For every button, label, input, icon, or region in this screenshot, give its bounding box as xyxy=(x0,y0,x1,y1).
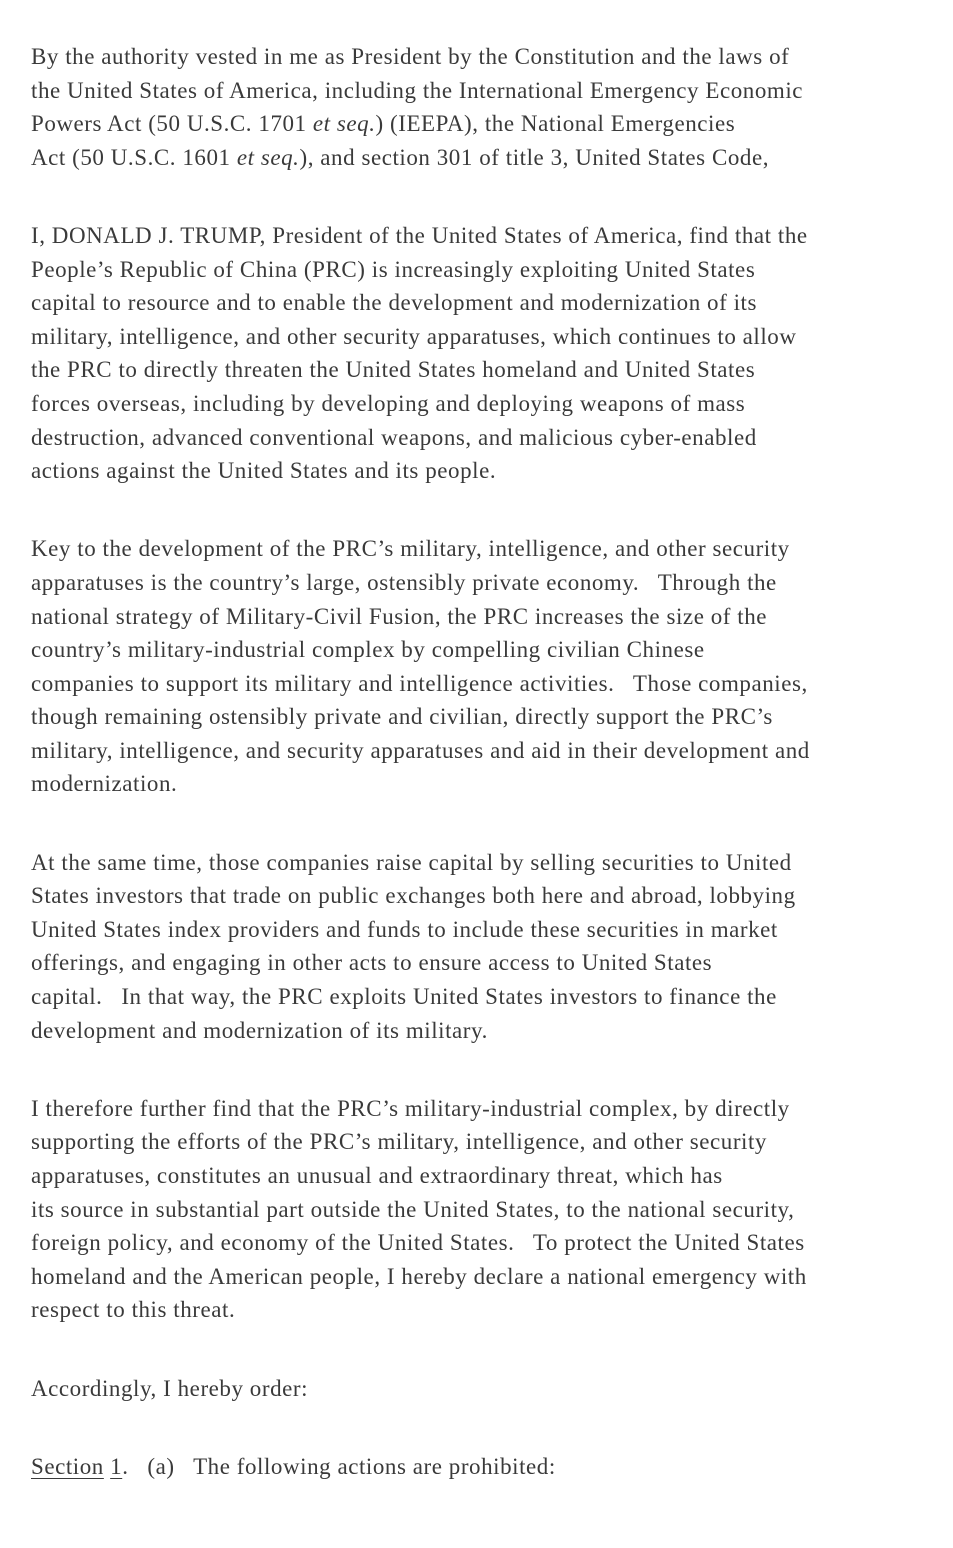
text-line: its source in substantial part outside the United States, to the national security, xyxy=(31,1196,795,1222)
text-line: the PRC to directly threaten the United States homeland and United States xyxy=(31,357,756,383)
text-line: capital. In that way, the PRC exploits United States investors to finance the xyxy=(31,984,777,1010)
text-line: though remaining ostensibly private and civilian, directly support the PRC’s xyxy=(31,704,773,730)
text-line: capital to resource and to enable the development and modernization of its xyxy=(31,290,757,316)
text-line: country’s military-industrial complex by compelling civilian Chinese xyxy=(31,637,705,663)
text-line: Accordingly, I hereby order: xyxy=(31,1375,309,1401)
text-line: companies to support its military and intelligence activities. Those companies, xyxy=(31,670,808,696)
text-line: I therefore further find that the PRC’s military-industrial complex, by directly xyxy=(31,1095,790,1121)
text-line: forces overseas, including by developing and deploying weapons of mass xyxy=(31,390,746,416)
text-segment: Powers Act (50 U.S.C. 1701 xyxy=(31,111,313,137)
order-intro-paragraph xyxy=(31,1372,931,1406)
text-line: I, DONALD J. TRUMP, President of the United States of America, find that the xyxy=(31,222,808,248)
text-line: States investors that trade on public exchanges both here and abroad, lobbying xyxy=(31,883,796,909)
capital-paragraph xyxy=(31,846,931,1048)
text-line: offerings, and engaging in other acts to ensure access to United States xyxy=(31,950,713,976)
emergency-declaration-paragraph xyxy=(31,1092,931,1327)
text-line: United States index providers and funds to include these securities in market xyxy=(31,916,778,942)
text-line: apparatuses, constitutes an unusual and extraordinary threat, which has xyxy=(31,1163,723,1188)
text-line: military, intelligence, and security apparatuses and aid in their development and xyxy=(31,737,810,763)
text-line: apparatuses is the country’s large, ostensibly private economy. Through the xyxy=(31,569,777,595)
section-text: . (a) The following actions are prohibited: xyxy=(122,1453,556,1479)
text-line xyxy=(31,107,931,141)
text-segment: Act (50 U.S.C. 1601 xyxy=(31,144,237,170)
text-line: Key to the development of the PRC’s military, intelligence, and other security xyxy=(31,536,790,562)
text-line: supporting the efforts of the PRC’s military, intelligence, and other security xyxy=(31,1129,767,1155)
text-line: destruction, advanced conventional weapons, and malicious cyber-enabled xyxy=(31,424,757,450)
latin-citation: et seq. xyxy=(236,144,300,170)
text-line: People’s Republic of China (PRC) is increasingly exploiting United States xyxy=(31,256,756,282)
text-line: development and modernization of its military. xyxy=(31,1017,488,1043)
text-line: national strategy of Military-Civil Fusion, the PRC increases the size of the xyxy=(31,603,768,629)
text-line: military, intelligence, and other security apparatuses, which continues to allow xyxy=(31,323,797,349)
section-number: 1 xyxy=(110,1453,123,1479)
text-line xyxy=(31,1450,931,1484)
text-line: At the same time, those companies raise capital by selling securities to United xyxy=(31,849,792,875)
preamble-paragraph xyxy=(31,40,931,174)
military-civil-fusion-paragraph xyxy=(31,532,931,801)
latin-citation: et seq. xyxy=(312,111,376,137)
text-line: respect to this threat. xyxy=(31,1297,236,1323)
text-line: By the authority vested in me as President by the Constitution and the laws of xyxy=(31,44,790,69)
text-line: foreign policy, and economy of the United States. To protect the United States xyxy=(31,1230,805,1256)
text-line xyxy=(31,141,931,175)
text-segment: ), and section 301 of title 3, United States Code, xyxy=(299,144,770,170)
text-segment: ) (IEEPA), the National Emergencies xyxy=(375,111,736,137)
section-label: Section xyxy=(31,1453,104,1479)
executive-order-page xyxy=(31,40,931,1483)
text-line: actions against the United States and its people. xyxy=(31,458,497,484)
text-line: homeland and the American people, I hereby declare a national emergency with xyxy=(31,1263,807,1289)
findings-paragraph xyxy=(31,219,931,488)
section-heading xyxy=(31,1450,931,1484)
text-line: modernization. xyxy=(31,771,178,797)
text-line: the United States of America, including the International Emergency Economic xyxy=(31,77,804,103)
